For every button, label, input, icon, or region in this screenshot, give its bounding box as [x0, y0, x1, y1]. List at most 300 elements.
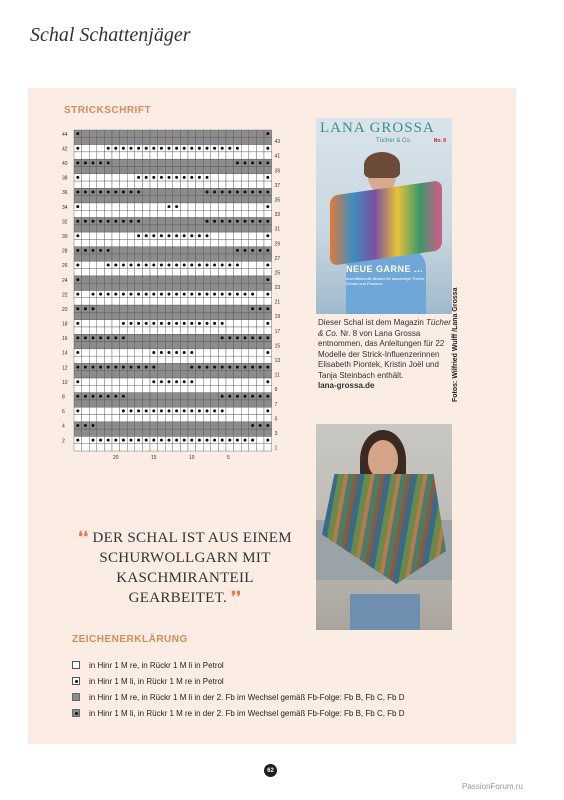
chart-cell — [112, 327, 120, 334]
chart-row-label: 26 — [62, 263, 68, 270]
chart-cell — [188, 159, 196, 166]
chart-dot — [198, 176, 201, 179]
chart-cell — [142, 378, 150, 385]
chart-dot — [107, 161, 110, 164]
knitting-chart — [60, 128, 288, 498]
chart-row-label: 35 — [274, 197, 281, 204]
chart-cell — [165, 188, 173, 195]
chart-cell — [256, 327, 264, 334]
chart-dot — [228, 191, 231, 194]
chart-cell — [211, 312, 219, 319]
chart-dot — [137, 234, 140, 237]
chart-dot — [168, 147, 171, 150]
chart-cell — [165, 312, 173, 319]
chart-cell — [218, 356, 226, 363]
chart-cell — [188, 356, 196, 363]
chart-row-label: 11 — [274, 372, 280, 379]
chart-cell — [158, 334, 166, 341]
chart-cell — [241, 444, 249, 451]
chart-dot — [160, 351, 163, 354]
chart-cell — [127, 239, 135, 246]
chart-cell — [97, 283, 105, 290]
chart-cell — [196, 312, 204, 319]
watermark: PassionForum.ru — [462, 782, 523, 791]
chart-cell — [196, 327, 204, 334]
chart-cell — [196, 196, 204, 203]
chart-cell — [82, 276, 90, 283]
chart-cell — [104, 371, 112, 378]
chart-cell — [150, 225, 158, 232]
chart-cell — [188, 385, 196, 392]
chart-dot — [99, 336, 102, 339]
chart-cell — [89, 174, 97, 181]
chart-cell — [173, 444, 181, 451]
chart-cell — [218, 225, 226, 232]
chart-cell — [196, 239, 204, 246]
chart-cell — [249, 378, 257, 385]
chart-cell — [226, 166, 234, 173]
chart-row-label: 37 — [274, 182, 281, 189]
chart-cell — [127, 269, 135, 276]
chart-cell — [180, 334, 188, 341]
chart-cell — [256, 407, 264, 414]
chart-cell — [142, 203, 150, 210]
chart-cell — [74, 356, 82, 363]
chart-cell — [203, 225, 211, 232]
chart-cell — [218, 415, 226, 422]
chart-cell — [249, 145, 257, 152]
chart-dot — [152, 439, 155, 442]
chart-row-label: 34 — [62, 204, 68, 211]
chart-cell — [180, 269, 188, 276]
chart-cell — [150, 210, 158, 217]
chart-cell — [256, 349, 264, 356]
chart-cell — [196, 276, 204, 283]
chart-cell — [82, 312, 90, 319]
chart-dot — [107, 147, 110, 150]
chart-cell — [104, 203, 112, 210]
chart-cell — [211, 276, 219, 283]
chart-dot — [266, 147, 269, 150]
chart-cell — [97, 203, 105, 210]
chart-cell — [173, 137, 181, 144]
chart-cell — [135, 196, 143, 203]
chart-cell — [89, 298, 97, 305]
page-number: 62 — [264, 764, 277, 777]
chart-dot — [190, 380, 193, 383]
chart-cell — [104, 239, 112, 246]
chart-dot — [190, 322, 193, 325]
chart-dot — [236, 366, 239, 369]
chart-cell — [127, 312, 135, 319]
chart-cell — [226, 239, 234, 246]
chart-cell — [264, 429, 272, 436]
chart-cell — [218, 203, 226, 210]
chart-dot — [160, 293, 163, 296]
chart-cell — [249, 415, 257, 422]
chart-cell — [234, 327, 242, 334]
chart-cell — [150, 327, 158, 334]
chart-dot — [259, 191, 262, 194]
chart-cell — [89, 152, 97, 159]
chart-dot — [92, 439, 95, 442]
chart-cell — [256, 356, 264, 363]
chart-dot — [145, 366, 148, 369]
chart-cell — [135, 312, 143, 319]
chart-cell — [211, 393, 219, 400]
chart-dot — [99, 293, 102, 296]
chart-heading: STRICKSCHRIFT — [64, 105, 152, 116]
chart-cell — [180, 327, 188, 334]
chart-cell — [203, 130, 211, 137]
chart-column-label: 20 — [113, 455, 119, 462]
chart-cell — [256, 436, 264, 443]
chart-dot — [130, 191, 133, 194]
chart-dot — [122, 263, 125, 266]
chart-cell — [120, 137, 128, 144]
chart-cell — [234, 152, 242, 159]
chart-dot — [92, 395, 95, 398]
chart-cell — [241, 239, 249, 246]
chart-cell — [180, 218, 188, 225]
chart-dot — [206, 439, 209, 442]
chart-dot — [76, 351, 79, 354]
chart-row-label: 13 — [274, 358, 281, 365]
chart-cell — [112, 298, 120, 305]
chart-cell — [112, 232, 120, 239]
chart-dot — [251, 336, 254, 339]
chart-dot — [183, 263, 186, 266]
chart-cell — [203, 159, 211, 166]
chart-cell — [188, 276, 196, 283]
chart-cell — [211, 334, 219, 341]
chart-dot — [137, 322, 140, 325]
chart-cell — [142, 385, 150, 392]
chart-dot — [251, 424, 254, 427]
chart-dot — [92, 424, 95, 427]
chart-cell — [226, 407, 234, 414]
chart-cell — [82, 254, 90, 261]
chart-cell — [127, 305, 135, 312]
chart-cell — [256, 261, 264, 268]
chart-cell — [142, 305, 150, 312]
chart-cell — [173, 188, 181, 195]
chart-row-label: 16 — [62, 336, 68, 343]
chart-cell — [218, 232, 226, 239]
chart-cell — [127, 444, 135, 451]
chart-cell — [241, 327, 249, 334]
chart-dot — [99, 366, 102, 369]
chart-cell — [241, 400, 249, 407]
chart-cell — [188, 422, 196, 429]
chart-cell — [89, 269, 97, 276]
chart-cell — [82, 429, 90, 436]
chart-dot — [137, 366, 140, 369]
chart-cell — [74, 429, 82, 436]
chart-cell — [180, 385, 188, 392]
chart-dot — [137, 147, 140, 150]
chart-cell — [241, 312, 249, 319]
chart-cell — [203, 166, 211, 173]
chart-cell — [142, 130, 150, 137]
chart-cell — [112, 276, 120, 283]
chart-cell — [241, 166, 249, 173]
chart-cell — [142, 239, 150, 246]
chart-cell — [234, 298, 242, 305]
chart-cell — [112, 312, 120, 319]
chart-cell — [264, 166, 272, 173]
chart-cell — [249, 356, 257, 363]
chart-cell — [89, 254, 97, 261]
chart-cell — [234, 181, 242, 188]
chart-cell — [120, 203, 128, 210]
magazine-cover — [316, 118, 452, 314]
chart-cell — [82, 145, 90, 152]
chart-cell — [150, 422, 158, 429]
chart-cell — [256, 378, 264, 385]
chart-cell — [256, 145, 264, 152]
chart-cell — [226, 298, 234, 305]
cover-brand: LANA GROSSA — [320, 120, 435, 136]
chart-dot — [122, 293, 125, 296]
chart-cell — [165, 247, 173, 254]
chart-dot — [76, 263, 79, 266]
chart-cell — [82, 320, 90, 327]
chart-dot — [244, 366, 247, 369]
chart-cell — [165, 327, 173, 334]
chart-cell — [234, 203, 242, 210]
chart-cell — [226, 444, 234, 451]
chart-cell — [135, 276, 143, 283]
chart-cell — [188, 188, 196, 195]
chart-cell — [211, 422, 219, 429]
chart-cell — [135, 342, 143, 349]
chart-cell — [158, 312, 166, 319]
chart-cell — [211, 247, 219, 254]
chart-cell — [218, 130, 226, 137]
chart-dot — [198, 439, 201, 442]
chart-dot — [206, 293, 209, 296]
chart-dot — [76, 176, 79, 179]
chart-dot — [259, 336, 262, 339]
chart-cell — [158, 283, 166, 290]
chart-cell — [196, 415, 204, 422]
chart-dot — [228, 439, 231, 442]
chart-cell — [158, 166, 166, 173]
chart-cell — [196, 422, 204, 429]
chart-cell — [264, 239, 272, 246]
chart-cell — [135, 349, 143, 356]
chart-dot — [152, 147, 155, 150]
chart-cell — [74, 239, 82, 246]
chart-cell — [97, 152, 105, 159]
chart-cell — [165, 363, 173, 370]
chart-dot — [92, 336, 95, 339]
chart-cell — [142, 342, 150, 349]
chart-cell — [264, 283, 272, 290]
chart-dot — [251, 220, 254, 223]
chart-dot — [266, 293, 269, 296]
chart-cell — [249, 312, 257, 319]
chart-cell — [120, 239, 128, 246]
chart-dot — [84, 395, 87, 398]
chart-cell — [97, 261, 105, 268]
chart-cell — [241, 283, 249, 290]
chart-cell — [150, 444, 158, 451]
chart-cell — [234, 210, 242, 217]
chart-cell — [158, 218, 166, 225]
chart-dot — [76, 161, 79, 164]
chart-cell — [226, 225, 234, 232]
chart-cell — [74, 137, 82, 144]
chart-cell — [226, 422, 234, 429]
chart-dot — [107, 191, 110, 194]
chart-cell — [104, 254, 112, 261]
chart-dot — [175, 380, 178, 383]
chart-cell — [97, 342, 105, 349]
chart-cell — [112, 429, 120, 436]
chart-dot — [76, 205, 79, 208]
chart-cell — [180, 312, 188, 319]
chart-cell — [249, 407, 257, 414]
chart-cell — [127, 327, 135, 334]
chart-cell — [211, 269, 219, 276]
chart-dot — [175, 439, 178, 442]
chart-cell — [158, 254, 166, 261]
chart-dot — [152, 176, 155, 179]
chart-cell — [97, 385, 105, 392]
quote-text: DER SCHAL IST AUS EINEM SCHURWOLLGARN MIT KASCHMIRANTEIL GEARBEITET. — [92, 530, 292, 606]
chart-dot — [259, 249, 262, 252]
chart-cell — [196, 247, 204, 254]
chart-dot — [206, 176, 209, 179]
chart-cell — [249, 320, 257, 327]
chart-dot — [190, 351, 193, 354]
chart-cell — [211, 429, 219, 436]
chart-cell — [150, 429, 158, 436]
chart-cell — [127, 356, 135, 363]
chart-dot — [236, 293, 239, 296]
chart-cell — [112, 349, 120, 356]
chart-dot — [84, 161, 87, 164]
chart-cell — [241, 276, 249, 283]
chart-cell — [196, 188, 204, 195]
chart-cell — [226, 415, 234, 422]
chart-cell — [218, 378, 226, 385]
chart-cell — [203, 422, 211, 429]
cover-headline: NEUE GARNE ... — [346, 264, 424, 274]
chart-cell — [165, 298, 173, 305]
chart-dot — [213, 147, 216, 150]
chart-dot — [152, 234, 155, 237]
chart-dot — [221, 263, 224, 266]
chart-cell — [241, 371, 249, 378]
chart-cell — [188, 342, 196, 349]
chart-cell — [249, 210, 257, 217]
chart-cell — [142, 276, 150, 283]
grey-dot-square-icon — [72, 709, 80, 717]
chart-cell — [104, 298, 112, 305]
chart-cell — [165, 130, 173, 137]
chart-cell — [89, 196, 97, 203]
chart-row-label: 40 — [62, 161, 68, 168]
chart-dot — [175, 351, 178, 354]
chart-cell — [158, 415, 166, 422]
chart-cell — [249, 429, 257, 436]
chart-cell — [127, 254, 135, 261]
chart-cell — [226, 327, 234, 334]
chart-row-label: 4 — [62, 423, 65, 430]
chart-cell — [142, 444, 150, 451]
chart-cell — [203, 152, 211, 159]
chart-cell — [104, 166, 112, 173]
chart-dot — [251, 191, 254, 194]
chart-cell — [97, 422, 105, 429]
chart-cell — [196, 181, 204, 188]
chart-row-label: 27 — [274, 255, 281, 262]
chart-cell — [112, 385, 120, 392]
chart-cell — [112, 247, 120, 254]
chart-cell — [112, 159, 120, 166]
chart-row-label: 42 — [62, 146, 68, 153]
chart-dot — [145, 147, 148, 150]
chart-cell — [203, 269, 211, 276]
chart-cell — [74, 152, 82, 159]
chart-cell — [180, 356, 188, 363]
chart-cell — [142, 188, 150, 195]
chart-dot — [137, 176, 140, 179]
chart-cell — [142, 225, 150, 232]
chart-cell — [127, 378, 135, 385]
caption-website-link[interactable]: lana-grossa.de — [318, 381, 375, 390]
chart-dot — [76, 336, 79, 339]
chart-cell — [218, 444, 226, 451]
chart-dot — [137, 220, 140, 223]
chart-cell — [188, 152, 196, 159]
chart-cell — [165, 166, 173, 173]
chart-dot — [84, 220, 87, 223]
chart-cell — [142, 371, 150, 378]
chart-cell — [249, 276, 257, 283]
chart-row-label: 5 — [274, 416, 278, 423]
chart-cell — [89, 232, 97, 239]
chart-dot — [190, 409, 193, 412]
chart-cell — [89, 356, 97, 363]
chart-cell — [196, 166, 204, 173]
chart-dot — [266, 366, 269, 369]
chart-dot — [213, 220, 216, 223]
chart-dot — [266, 161, 269, 164]
chart-cell — [165, 159, 173, 166]
chart-cell — [234, 400, 242, 407]
chart-cell — [211, 254, 219, 261]
chart-dot — [206, 366, 209, 369]
chart-cell — [150, 283, 158, 290]
chart-cell — [127, 210, 135, 217]
chart-dot — [251, 395, 254, 398]
chart-cell — [196, 269, 204, 276]
chart-cell — [180, 342, 188, 349]
chart-cell — [180, 422, 188, 429]
quote-open-icon: ❛❛ — [78, 530, 89, 546]
chart-dot — [236, 191, 239, 194]
chart-dot — [160, 439, 163, 442]
caption-text-end: Nr. 8 von Lana Grossa entnommen, das Anleitungen für 22 Modelle der Strick-Influenzerinnen Elisabeth Piontek, Kristin Joël und Tanja Steinbach enthält. — [318, 328, 445, 380]
caption-magazine-name: Tücher & Co. — [318, 318, 451, 338]
chart-cell — [97, 327, 105, 334]
chart-cell — [127, 181, 135, 188]
chart-cell — [158, 429, 166, 436]
